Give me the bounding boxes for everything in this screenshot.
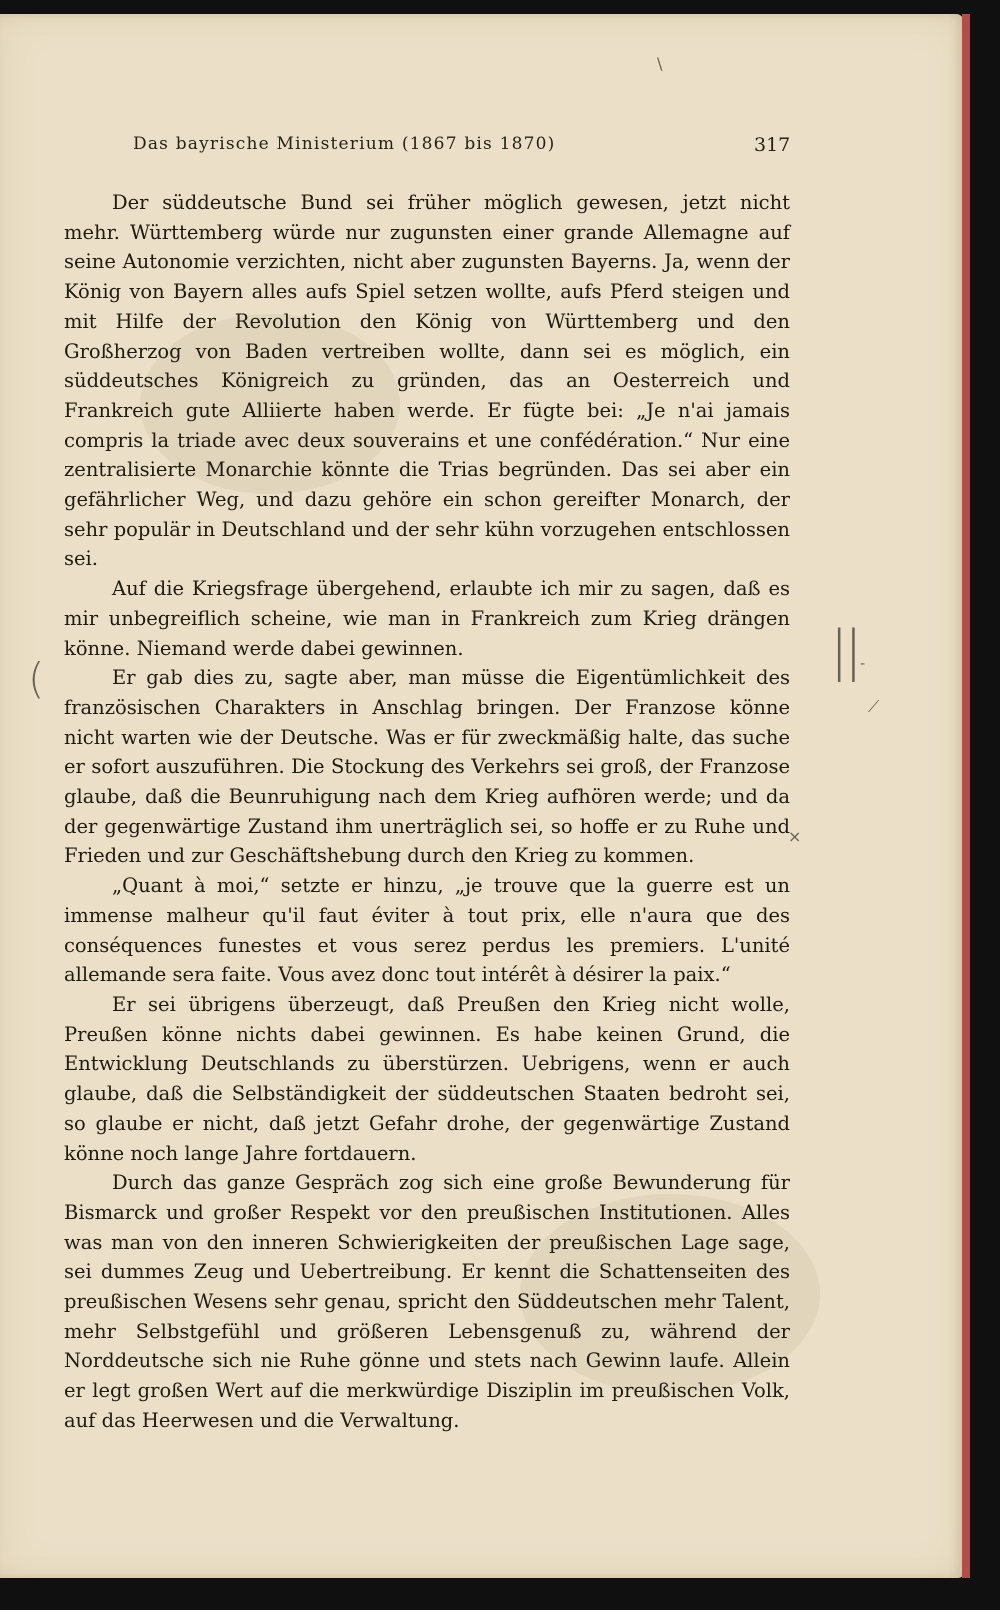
pencil-dash-mark: - xyxy=(860,656,866,672)
paragraph: Er gab dies zu, sagte aber, man müsse die Eigentümlichkeit des französischen Charakters in Anschlag bringen. Der Franzose könne nicht warten wie der Deutsche. Was er für zweckmäßig halte, das suche er sofort auszuführen. Die Stockung des Verkehrs sei groß, der Franzose glaube, daß die Beunruhigung nach dem Krieg aufhören werde; und da der gegenwärtige Zustand ihm unerträglich sei, so hoffe er zu Ruhe und Frieden und zur Geschäftshebung durch den Krieg zu kommen. xyxy=(64,666,790,868)
paragraph: „Quant à moi,“ setzte er hinzu, „je trouve que la guerre est un immense malheur qu'il faut éviter à tout prix, elle n'aura que des conséquences funestes et vous serez perdus les premiers. L'unité allemande sera faite. Vous avez donc tout intérêt à désirer la paix.“ xyxy=(64,874,790,987)
paragraph: Auf die Kriegsfrage übergehend, erlaubte ich mir zu sagen, daß es mir unbegreiflich scheine, wie man in Frankreich zum Krieg drängen könne. Niemand werde dabei gewinnen. xyxy=(64,577,790,660)
body-text xyxy=(64,188,790,1436)
page-number: 317 xyxy=(754,134,791,156)
page-header xyxy=(0,134,964,164)
pencil-tick-mark: \ xyxy=(657,54,663,73)
pencil-margin-bars: || xyxy=(830,619,859,682)
paragraph: Der süddeutsche Bund sei früher möglich gewesen, jetzt nicht mehr. Württemberg würde nur zugunsten einer grande Allemagne auf seine Autonomie verzichten, nicht aber zugunsten Bayerns. Ja, wenn der König von Bayern alles aufs Spiel setzen wollte, aufs Pferd steigen und mit Hilfe der Revolution den König von Württemberg und den Großherzog von Baden vertreiben wollte, dann sei es möglich, ein süddeutsches Königreich zu gründen, das an Oesterreich und Frankreich gute Alliierte haben werde. Er fügte bei: „Je n'ai jamais compris la triade avec deux souverains et une confédération.“ Nur eine zentralisierte Monarchie könnte die Trias begründen. Das sei aber ein gefährlicher Weg, und dazu gehöre ein schon gereifter Monarch, der sehr populär in Deutschland und der sehr kühn vorzugehen entschlossen sei. xyxy=(64,191,790,571)
red-page-edge xyxy=(962,14,970,1578)
pencil-cross-mark: × xyxy=(788,827,802,846)
running-title: Das bayrische Ministerium (1867 bis 1870) xyxy=(133,134,556,154)
book-page xyxy=(0,14,964,1578)
pencil-bracket-mark: ( xyxy=(28,654,45,703)
paragraph: Er sei übrigens überzeugt, daß Preußen den Krieg nicht wolle, Preußen könne nichts dabei gewinnen. Es habe keinen Grund, die Entwicklung Deutschlands zu überstürzen. Uebrigens, wenn er auch glaube, daß die Selbständigkeit der süddeutschen Staaten bedroht sei, so glaube er nicht, daß jetzt Gefahr drohe, der gegenwärtige Zustand könne noch lange Jahre fortdauern. xyxy=(64,992,790,1165)
pencil-angle-mark: ⟋ xyxy=(868,697,880,716)
paragraph: Durch das ganze Gespräch zog sich eine große Bewunderung für Bismarck und großer Respekt vor den preußischen Institutionen. Alles was man von den inneren Schwierigkeiten der preußischen Lage sage, sei dummes Zeug und Uebertreibung. Er kennt die Schattenseiten des preußischen Wesens sehr genau, spricht den Süddeutschen mehr Talent, mehr Selbstgefühl und größeren Lebensgenuß zu, während der Norddeutsche sich nie Ruhe gönne und stets nach Gewinn laufe. Allein er legt großen Wert auf die merkwürdige Disziplin im preußischen Volk, auf das Heerwesen und die Verwaltung. xyxy=(64,1171,790,1432)
